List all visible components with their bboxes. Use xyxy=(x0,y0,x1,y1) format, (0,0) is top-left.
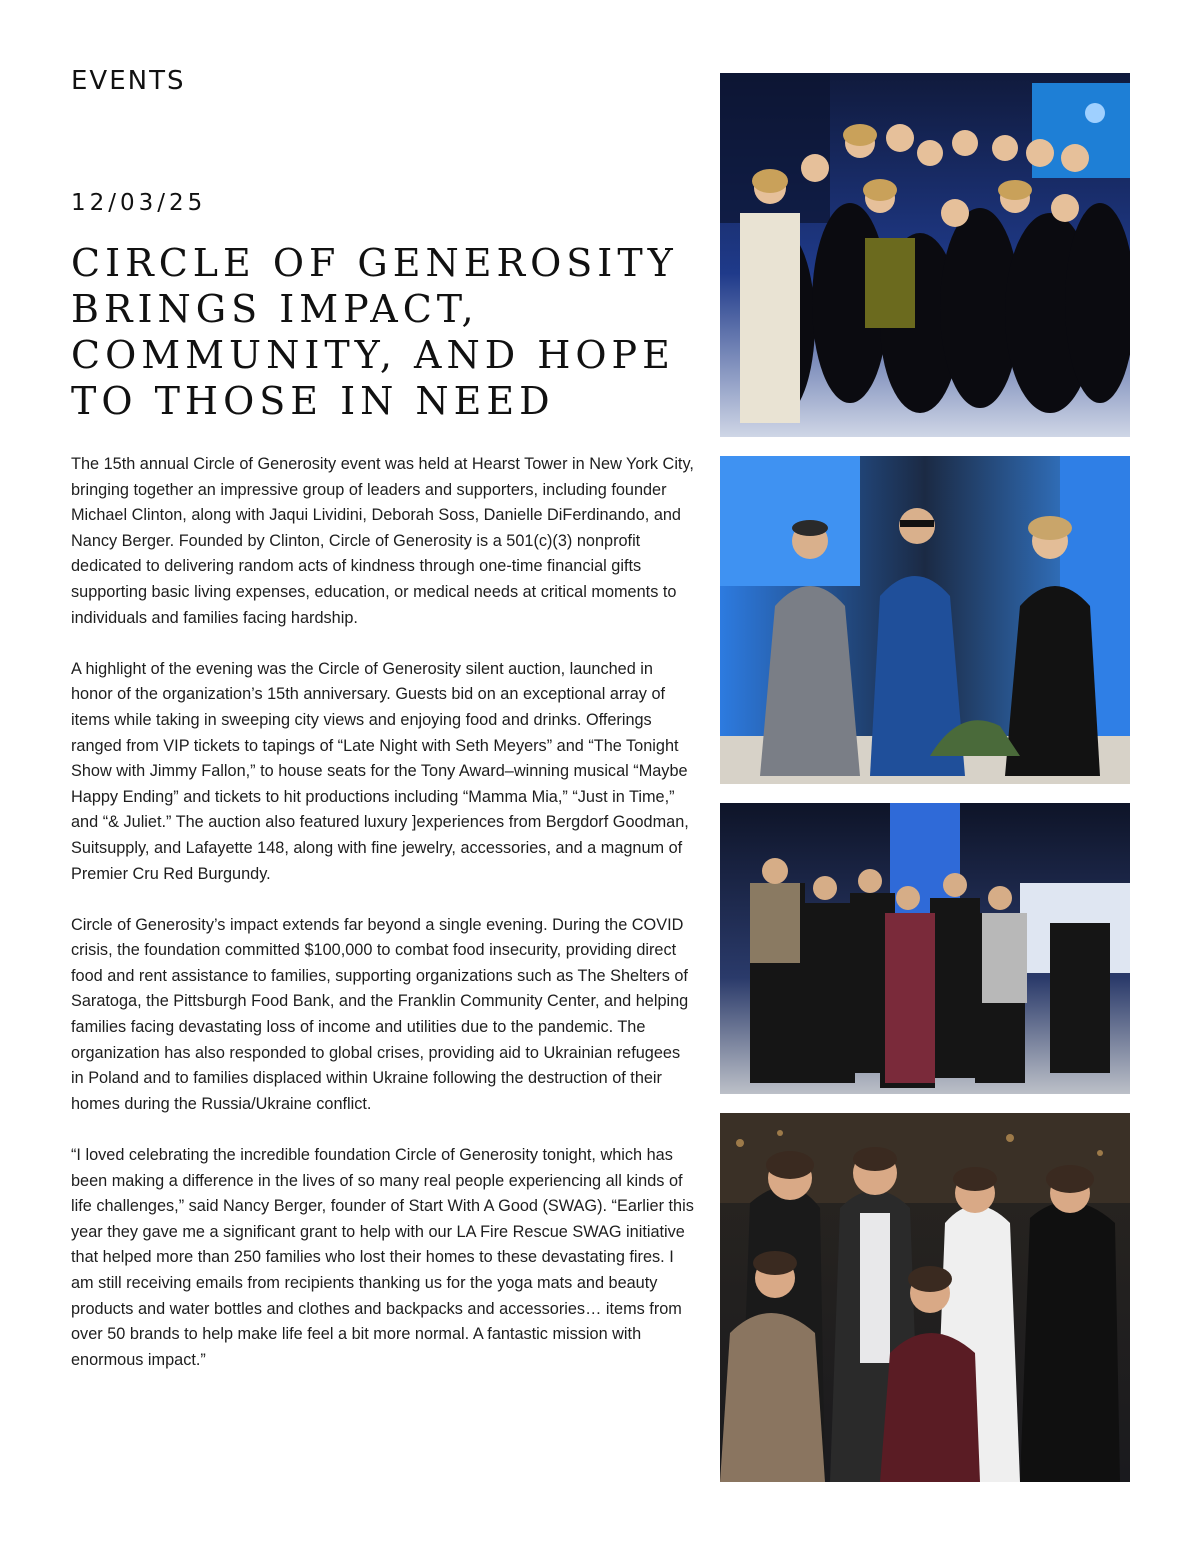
event-photo-speakers-stage xyxy=(720,456,1130,784)
event-photo-guests-drinks xyxy=(720,1113,1130,1482)
article-paragraph: Circle of Generosity’s impact extends far beyond a single evening. During the COVID crisis, the foundation committed $100,000 to combat food insecurity, providing direct food and rent assistance to families, supporting organizations such as The Shelters of Saratoga, the Pittsburgh Food Bank, and the Franklin Community Center, and helping families facing devastating loss of income and utilities due to the pandemic. The organization has also responded to global crises, providing aid to Ukrainian refugees in Poland and to families displaced within Ukraine following the destruction of their homes during the Russia/Ukraine conflict. xyxy=(71,915,689,1113)
article-body xyxy=(71,452,696,1399)
article-paragraph: The 15th annual Circle of Generosity event was held at Hearst Tower in New York City, bringing together an impressive group of leaders and supporters, including founder Michael Clinton, along with Jaqui Lividini, Deborah Soss, Danielle DiFerdinando, and Nancy Berger. Founded by Clinton, Circle of Generosity is a 501(c)(3) nonprofit dedicated to delivering random acts of kindness through one-time financial gifts supporting basic living expenses, education, or medical needs at critical moments to individuals and families facing hardship. xyxy=(71,455,694,627)
article-paragraph: A highlight of the evening was the Circle of Generosity silent auction, launched in honor of the organization’s 15th anniversary. Guests bid on an exceptional array of items while taking in sweeping city views and enjoying food and drinks. Offerings ranged from VIP tickets to tapings of “Late Night with Seth Meyers” and “The Tonight Show with Jimmy Fallon,” to house seats for the Tony Award–winning musical “Maybe Happy Ending” and tickets to hit productions including “Mamma Mia,” “Just in Time,” and “& Juliet.” The auction also featured luxury ]experiences from Bergdorf Goodman, Suitsupply, and Lafayette 148, along with fine jewelry, accessories, and a magnum of Premier Cru Red Burgundy. xyxy=(71,659,689,883)
article-paragraph: “I loved celebrating the incredible foundation Circle of Generosity tonight, which has been making a difference in the lives of so many real people experiencing all kinds of life challenges,” said Nancy Berger, founder of Start With A Good (SWAG). “Earlier this year they gave me a significant grant to help with our LA Fire Rescue SWAG initiative that helped more than 250 families who lost their homes to these devastating fires. I am still receiving emails from recipients thanking us for the yoga mats and beauty products and water bottles and clothes and backpacks and accessories… items from over 50 brands to help make life feel a bit more normal. A fantastic mission with enormous impact.” xyxy=(71,1146,694,1369)
event-photo-guests-group xyxy=(720,803,1130,1094)
section-label: EVENTS xyxy=(71,66,186,96)
article-headline: CIRCLE OF GENEROSITY BRINGS IMPACT, COMMUNITY, AND HOPE TO THOSE IN NEED xyxy=(71,241,678,423)
article-date: 12/03/25 xyxy=(71,190,207,216)
event-photo-group-women xyxy=(720,73,1130,437)
